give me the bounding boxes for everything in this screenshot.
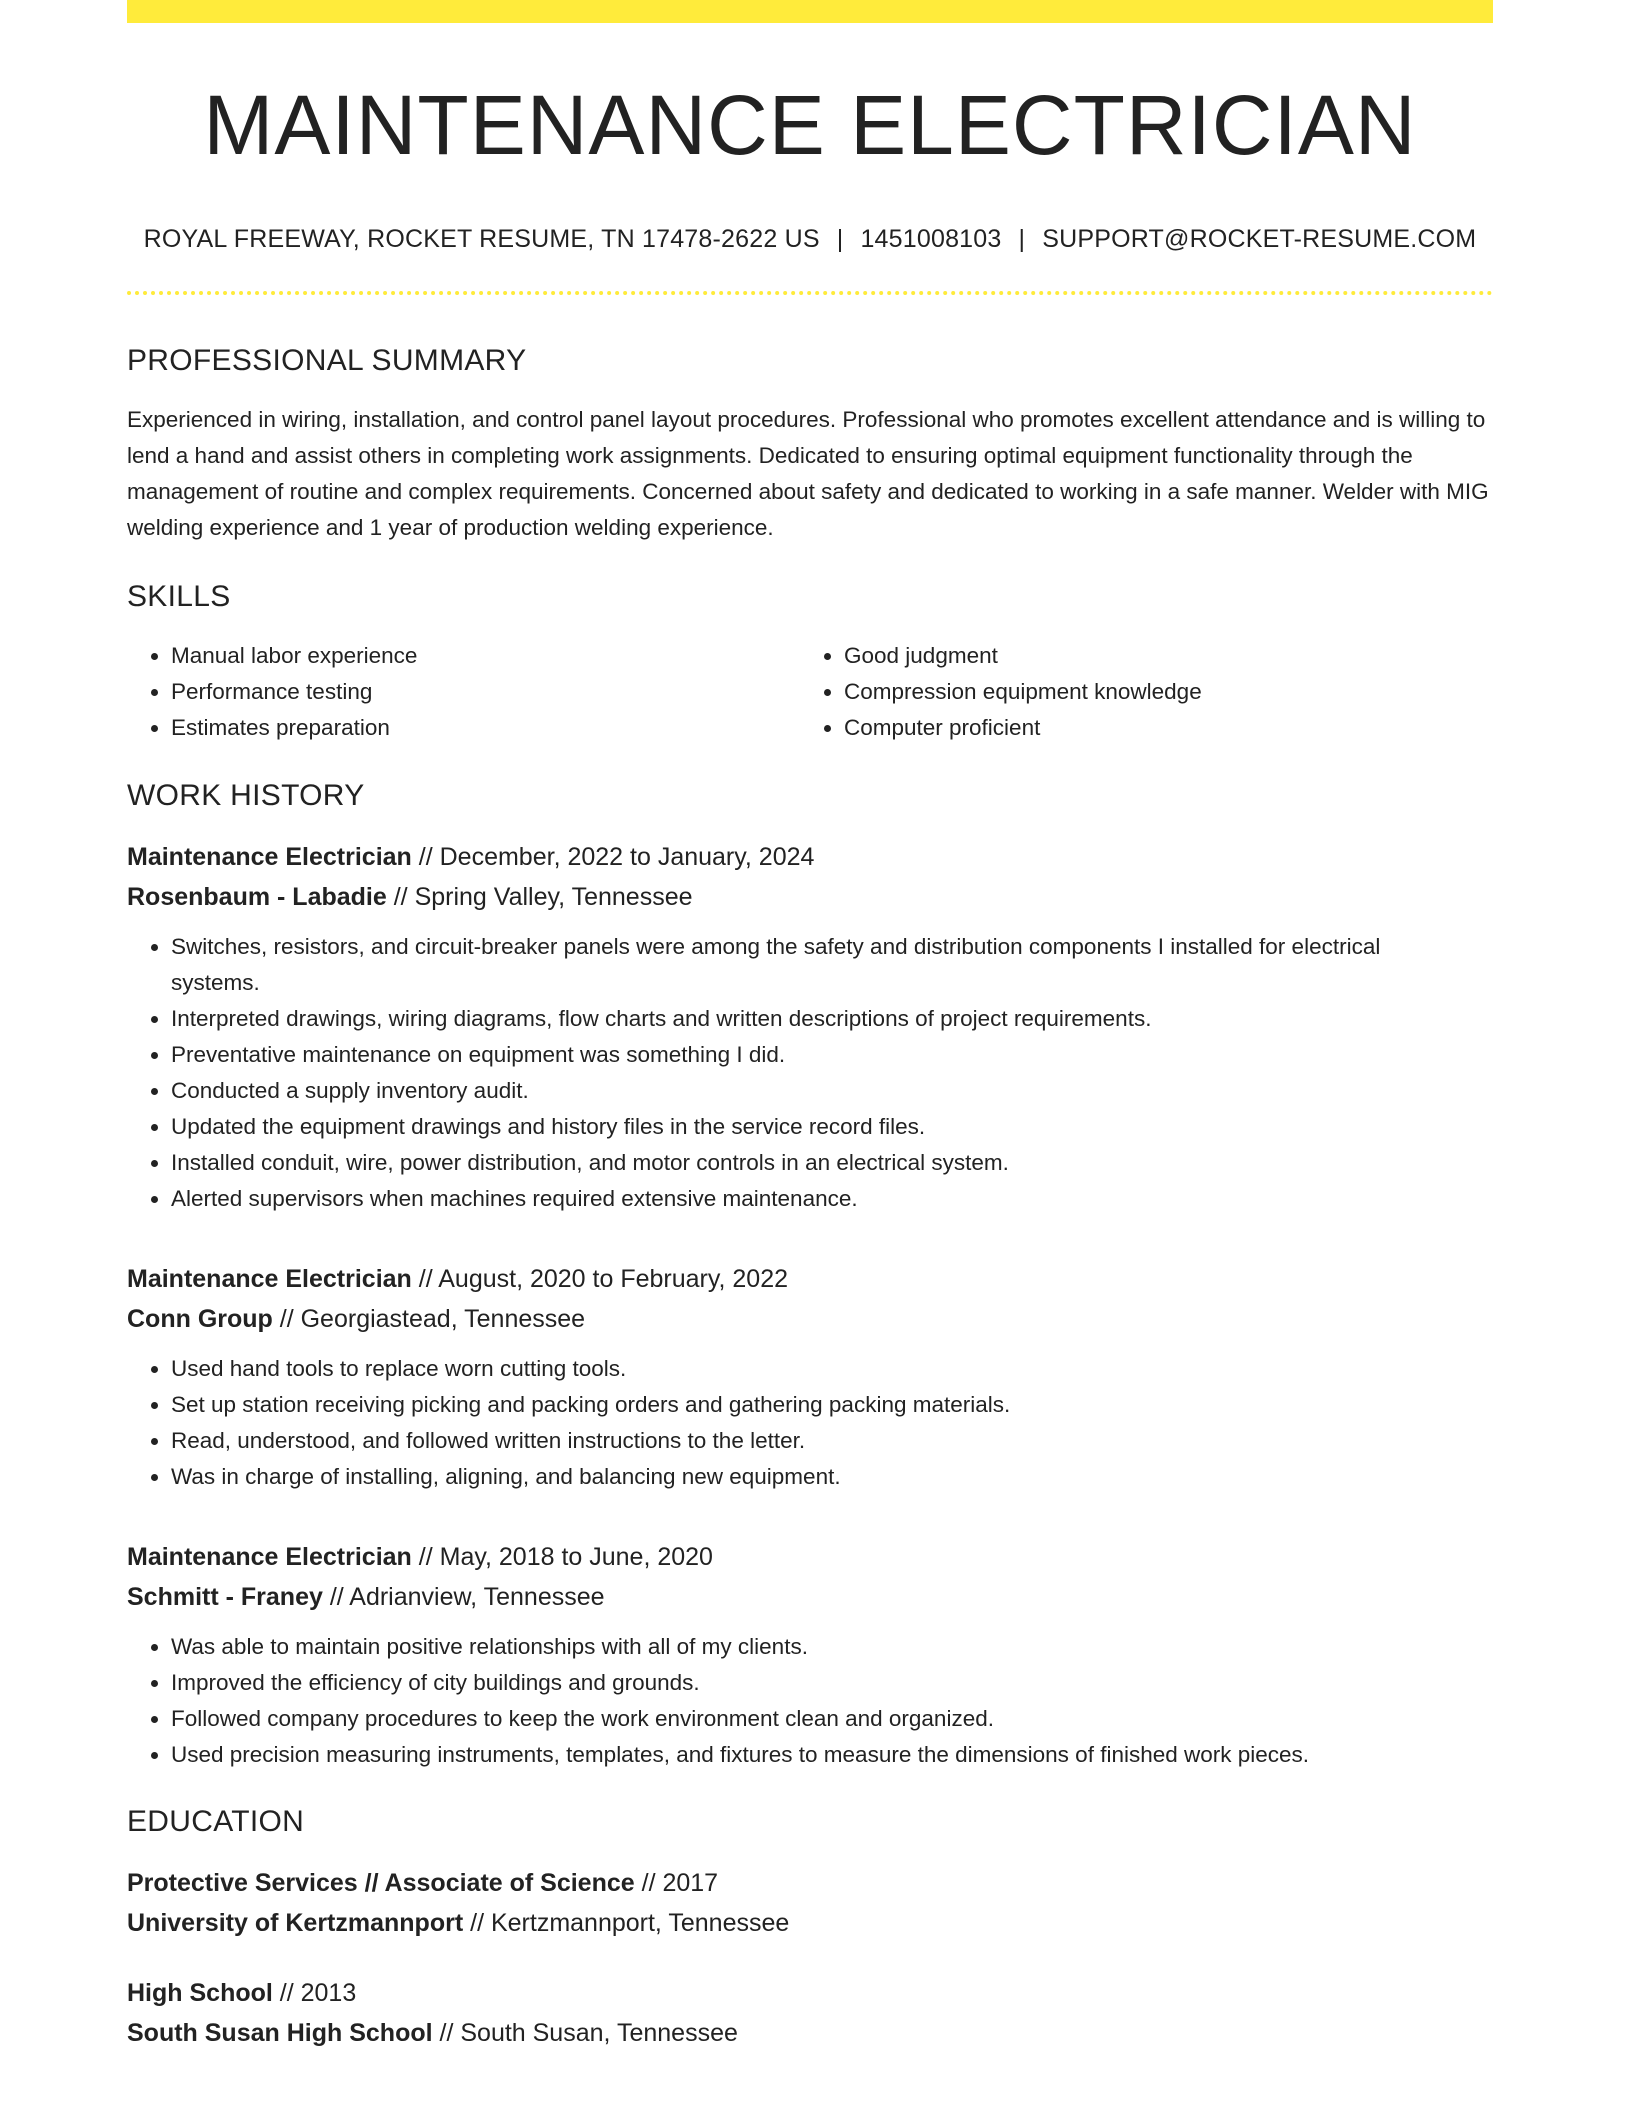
education-school-line (127, 1903, 1493, 1943)
job-bullets (127, 929, 1493, 1217)
skills-right-column (800, 638, 1473, 746)
separator: // (411, 1265, 439, 1293)
skill-item: • Manual labor experience (171, 638, 800, 674)
job-title: Maintenance Electrician (127, 1265, 412, 1293)
education-degree: High School (127, 1979, 273, 2007)
separator: // (322, 1583, 350, 1611)
job-location: Spring Valley, Tennessee (414, 883, 693, 911)
skill-item: • Good judgment (844, 638, 1473, 674)
job-dates: December, 2022 to January, 2024 (439, 843, 815, 871)
separator: // (272, 1305, 301, 1333)
job-company: Conn Group (127, 1305, 273, 1333)
education-heading: EDUCATION (127, 1805, 305, 1838)
education-degree-line (127, 1973, 1493, 2013)
job-bullet: • Improved the efficiency of city buildings and grounds. (171, 1665, 1493, 1701)
skills-heading: SKILLS (127, 580, 231, 613)
job-entry (127, 837, 1493, 1217)
skills-left-column (127, 638, 800, 746)
job-title-line (127, 1537, 1493, 1577)
contact-line (127, 225, 1493, 254)
education-school-line (127, 2013, 1493, 2053)
job-company: Schmitt - Franey (127, 1583, 323, 1611)
separator: // (411, 1543, 440, 1571)
education-year: 2017 (662, 1869, 719, 1897)
skill-item: • Compression equipment knowledge (844, 674, 1473, 710)
skill-item: • Computer proficient (844, 710, 1473, 746)
job-company-line (127, 877, 1493, 917)
education-degree: Protective Services // Associate of Science (127, 1869, 635, 1897)
separator: // (411, 843, 440, 871)
education-school: University of Kertzmannport (127, 1909, 464, 1937)
job-location: Georgiastead, Tennessee (300, 1305, 586, 1333)
top-accent-bar (127, 0, 1493, 23)
education-year: 2013 (300, 1979, 357, 2007)
education-degree-line (127, 1863, 1493, 1903)
job-bullets (127, 1351, 1493, 1495)
contact-phone: 1451008103 (860, 225, 1002, 253)
education-entry (127, 1973, 1493, 2053)
job-bullet: • Preventative maintenance on equipment was something I did. (171, 1037, 1493, 1073)
contact-email: SUPPORT@ROCKET-RESUME.COM (1042, 225, 1477, 253)
job-bullet: • Used precision measuring instruments, templates, and fixtures to measure the dimensions of finished work pieces. (171, 1737, 1493, 1773)
job-entry (127, 1259, 1493, 1495)
resume-page (127, 0, 1493, 2053)
job-dates: August, 2020 to February, 2022 (438, 1265, 789, 1293)
contact-separator: | (1018, 225, 1026, 253)
job-bullet: • Read, understood, and followed written instructions to the letter. (171, 1423, 1493, 1459)
separator: // (634, 1869, 663, 1897)
skill-item: • Estimates preparation (171, 710, 800, 746)
separator: // (432, 2019, 461, 2047)
separator: // (463, 1909, 491, 1937)
job-bullet: • Was able to maintain positive relationships with all of my clients. (171, 1629, 1493, 1665)
work-history-heading: WORK HISTORY (127, 779, 365, 812)
contact-separator: | (836, 225, 844, 253)
education-entry (127, 1863, 1493, 1943)
job-bullet: • Updated the equipment drawings and history files in the service record files. (171, 1109, 1493, 1145)
job-dates: May, 2018 to June, 2020 (439, 1543, 713, 1571)
job-title-line (127, 837, 1493, 877)
summary-heading: PROFESSIONAL SUMMARY (127, 344, 527, 377)
skill-item: • Performance testing (171, 674, 800, 710)
job-bullet: • Conducted a supply inventory audit. (171, 1073, 1493, 1109)
job-title-line (127, 1259, 1493, 1299)
education-location: Kertzmannport, Tennessee (490, 1909, 790, 1937)
job-bullets (127, 1629, 1493, 1773)
separator: // (386, 883, 415, 911)
job-title: Maintenance Electrician (127, 843, 412, 871)
job-bullet: • Was in charge of installing, aligning, and balancing new equipment. (171, 1459, 1493, 1495)
job-title: Maintenance Electrician (127, 1543, 412, 1571)
contact-address: ROYAL FREEWAY, ROCKET RESUME, TN 17478-2622 US (143, 225, 820, 253)
job-bullet: • Installed conduit, wire, power distribution, and motor controls in an electrical system. (171, 1145, 1493, 1181)
summary-text: Experienced in wiring, installation, and control panel layout procedures. Professional who promotes excellent attendance and is willing to lend a hand and assist others in completing work assignments. Dedicated to ensuring optimal equipment functionality through the management of routine and complex requirements. Concerned about safety and dedicated to working in a safe manner. Welder with MIG welding experience and 1 year of production welding experience. (127, 407, 1489, 540)
job-bullet: • Interpreted drawings, wiring diagrams, flow charts and written descriptions of project requirements. (171, 1001, 1493, 1037)
dotted-divider (127, 291, 1493, 295)
job-entry (127, 1537, 1493, 1773)
job-bullet: • Used hand tools to replace worn cutting tools. (171, 1351, 1493, 1387)
resume-name: MAINTENANCE ELECTRICIAN (203, 78, 1417, 172)
education-location: South Susan, Tennessee (460, 2019, 738, 2047)
job-company-line (127, 1299, 1493, 1339)
job-bullet: • Switches, resistors, and circuit-breaker panels were among the safety and distribution components I installed for electrical systems. (171, 929, 1493, 1001)
job-bullet: • Set up station receiving picking and packing orders and gathering packing materials. (171, 1387, 1493, 1423)
job-bullet: • Alerted supervisors when machines required extensive maintenance. (171, 1181, 1493, 1217)
job-location: Adrianview, Tennessee (349, 1583, 605, 1611)
job-bullet: • Followed company procedures to keep the work environment clean and organized. (171, 1701, 1493, 1737)
education-school: South Susan High School (127, 2019, 433, 2047)
separator: // (272, 1979, 301, 2007)
job-company: Rosenbaum - Labadie (127, 883, 387, 911)
skills-grid (127, 638, 1493, 746)
job-company-line (127, 1577, 1493, 1617)
